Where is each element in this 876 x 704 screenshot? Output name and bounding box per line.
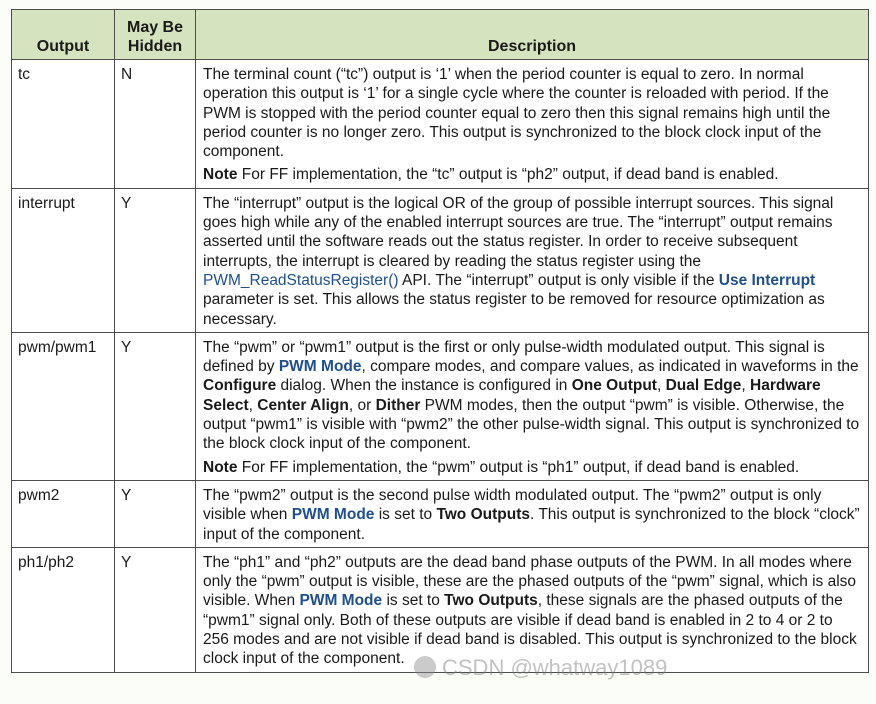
text-run: PWM modes, then the output “pwm” is visible. Otherwise, the output “pwm1” is visible with “pwm2” the other pulse-width signal. This output is synchronized to the block clock input of the component. xyxy=(203,396,860,453)
text-run: , xyxy=(248,396,258,414)
description-cell xyxy=(196,332,869,480)
text-run: API. The “interrupt” output is only visible if the xyxy=(398,271,719,289)
header-may-be-hidden: May Be Hidden xyxy=(115,10,196,60)
may-be-hidden-value: Y xyxy=(115,332,196,480)
note-label: Note xyxy=(203,166,238,184)
table-row xyxy=(12,332,869,480)
text-run: , these signals are the phased outputs of the “pwm1” signal only. Both of these outputs are visible if dead band is enabled in 2 to 4 or 2 to 256 modes and are not visible if dead band is disabled. This output is synchronized to the block clock input of the component. xyxy=(203,592,857,668)
outputs-table xyxy=(11,9,869,673)
text-run: The terminal count (“tc”) output is ‘1’ when the period counter is equal to zero. In normal operation this output is ‘1’ for a single cycle where the counter is reloaded with period. If the PWM is stopped with the period counter equal to zero then this signal remains high until the period counter is no longer zero. This output is synchronized to the block clock input of the component. xyxy=(203,66,831,161)
bold-term: Dither xyxy=(375,396,421,414)
description-text xyxy=(203,194,862,329)
output-name: pwm/pwm1 xyxy=(12,332,115,480)
description-cell xyxy=(196,480,869,547)
bold-term: Two Outputs xyxy=(436,506,530,524)
note-label: Note xyxy=(203,458,238,476)
text-run: The “ph1” and “ph2” outputs are the dead band phase outputs of the PWM. In all modes where only the “pwm” output is visible, these are the phased outputs of the “pwm” signal, which is also visible. When xyxy=(203,553,857,610)
header-output: Output xyxy=(12,10,115,60)
bold-term: Configure xyxy=(203,377,277,395)
param-link-use-interrupt[interactable]: Use Interrupt xyxy=(718,271,816,289)
table-row xyxy=(12,480,869,547)
param-link-pwm-mode[interactable]: PWM Mode xyxy=(299,592,383,610)
text-run: is set to xyxy=(374,506,437,524)
bold-term: Two Outputs xyxy=(444,592,538,610)
watermark-text: CSDN @whatway1089 xyxy=(442,655,668,680)
output-name: interrupt xyxy=(12,188,115,332)
text-run: . This output is synchronized to the block “clock” input of the component. xyxy=(203,506,860,543)
api-link-read-status-register[interactable]: PWM_ReadStatusRegister() xyxy=(203,271,399,289)
bold-term: Center Align xyxy=(257,396,349,414)
description-cell xyxy=(196,60,869,189)
description-text xyxy=(203,486,862,544)
table-row xyxy=(12,547,869,672)
description-cell xyxy=(196,547,869,672)
note-text xyxy=(203,458,862,477)
param-link-pwm-mode[interactable]: PWM Mode xyxy=(278,358,362,376)
text-run: The “pwm” or “pwm1” output is the first or only pulse-width modulated output. This signal is defined by xyxy=(203,338,825,376)
text-run: , xyxy=(741,377,751,395)
may-be-hidden-value: Y xyxy=(115,188,196,332)
text-run: The “interrupt” output is the logical OR of the group of possible interrupt sources. This signal goes high while any of the enabled interrupt sources are true. The “interrupt” output remains asserted until the software reads out the status register. In order to receive subsequent interrupts, the interrupt is cleared by reading the status register using the xyxy=(203,194,834,270)
bold-term: One Output xyxy=(571,377,657,395)
note-body: For FF implementation, the “tc” output is “ph2” output, if dead band is enabled. xyxy=(237,166,779,184)
text-run: , compare modes, and compare values, as indicated in waveforms in the xyxy=(361,358,859,376)
text-run: The “pwm2” output is the second pulse width modulated output. The “pwm2” output is only visible when xyxy=(203,486,822,524)
param-link-pwm-mode[interactable]: PWM Mode xyxy=(291,506,375,524)
description-text xyxy=(203,65,862,161)
output-name: tc xyxy=(12,60,115,189)
text-run: , or xyxy=(348,396,376,414)
text-run: dialog. When the instance is configured in xyxy=(276,377,572,395)
description-text xyxy=(203,338,862,454)
may-be-hidden-value: Y xyxy=(115,480,196,547)
text-run: is set to xyxy=(382,592,445,610)
table-row xyxy=(12,60,869,189)
description-text xyxy=(203,553,862,669)
table-row xyxy=(12,188,869,332)
output-name: ph1/ph2 xyxy=(12,547,115,672)
header-description: Description xyxy=(196,10,869,60)
note-body: For FF implementation, the “pwm” output is “ph1” output, if dead band is enabled. xyxy=(237,458,800,476)
may-be-hidden-value: Y xyxy=(115,547,196,672)
output-name: pwm2 xyxy=(12,480,115,547)
may-be-hidden-value: N xyxy=(115,60,196,189)
text-run: parameter is set. This allows the status register to be removed for resource optimization as necessary. xyxy=(203,291,825,328)
text-run: , xyxy=(656,377,666,395)
bold-term: Dual Edge xyxy=(665,377,742,395)
bold-term: Hardware Select xyxy=(203,377,821,414)
note-text xyxy=(203,165,862,184)
description-cell xyxy=(196,188,869,332)
header-row xyxy=(12,10,869,60)
